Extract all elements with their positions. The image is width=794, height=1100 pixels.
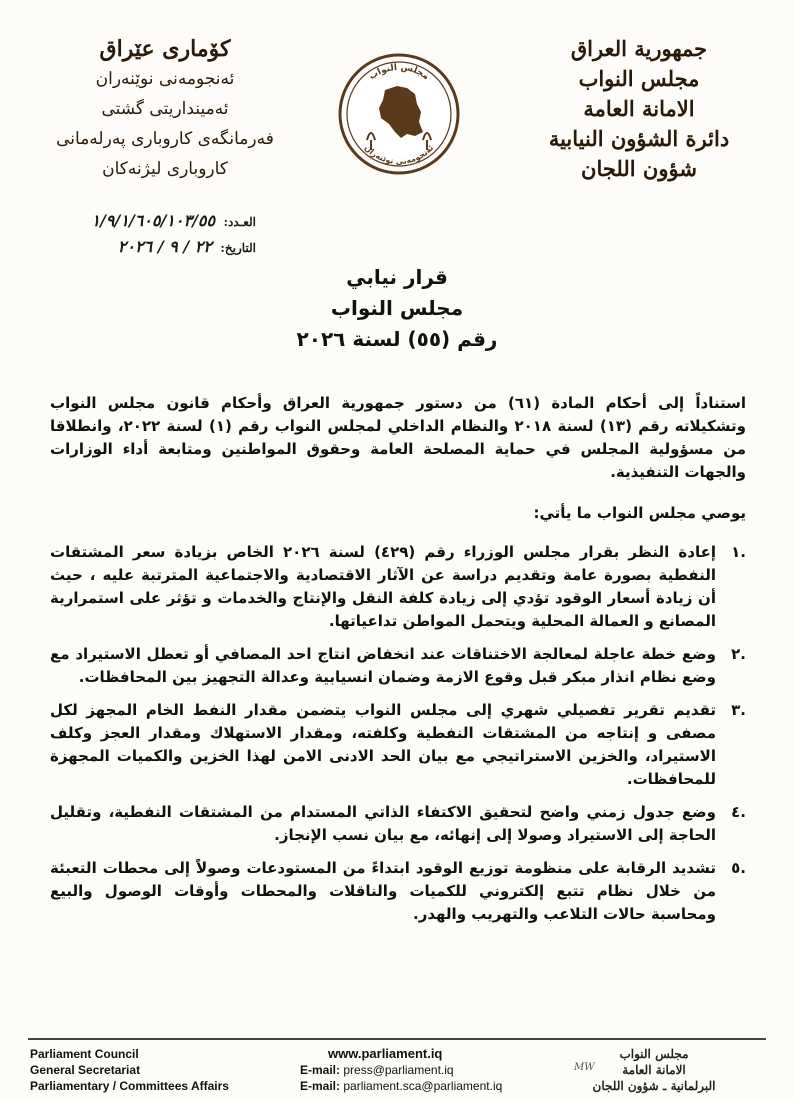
item-text: وضع جدول زمني واضح لتحقيق الاكتفاء الذاتي المستدام من المشتقات النفطية، وتقليل الحاجة إلى الاستيراد وصولا إلى إنهائه، مع بيان نسب الإنجاز. bbox=[50, 803, 716, 844]
item-text: تقديم تقرير تفصيلي شهري إلى مجلس النواب يتضمن مقدار النفط الخام المجهز لكل مصفى و إنتاجه من المشتقات النفطية وكلفته، ومقدار الاستهلاك ومقدار العجز وكلف الاستيراد، والخزين الاستراتيجي مع بيان الحد الادنى الامن لهذا الخزين والكميات المجهزة للمحافظات. bbox=[50, 701, 716, 788]
item-text: تشديد الرقابة على منظومة توزيع الوقود ابتداءً من المستودعات وصولاً إلى محطات التعبئة من خلال نظام تتبع إلكتروني للكميات والناقلات والمحطات وأوقات الوصول والبيع ومحاسبة حالات التلاعب والتهريب والهدر. bbox=[50, 859, 716, 923]
reference-date-label: التاريخ: bbox=[220, 241, 256, 255]
footer-line: مجلس النواب bbox=[619, 1047, 689, 1061]
letterhead-line: كۆماری عێراق bbox=[99, 36, 231, 62]
letterhead-line: ئەمینداریتی گشتی bbox=[101, 99, 229, 119]
email-row bbox=[300, 1078, 540, 1094]
list-item bbox=[50, 857, 746, 926]
list-item bbox=[50, 699, 746, 791]
item-text: وضع خطة عاجلة لمعالجة الاختناقات عند انخفاض انتاج احد المصافي أو تعطل الاستيراد مع وضع نظام انذار مبكر قبل وقوع الازمة وضمان انسيابية وعدالة التجهيز بين المحافظات. bbox=[50, 645, 716, 686]
document-title bbox=[0, 262, 794, 355]
reference-date bbox=[26, 234, 256, 260]
footer-line: General Secretariat bbox=[30, 1063, 141, 1077]
item-text: إعادة النظر بقرار مجلس الوزراء رقم (٤٢٩) لسنة ٢٠٢٦ الخاص بزيادة سعر المشتقات النفطية بصورة عامة وتقديم دراسة عن الآثار الاقتصادية والاجتماعية المترتبة عليه ، حيث أن زيادة أسعار الوقود تؤدي إلى زيادة كلفة النقل والإنتاج والخدمات و تؤثر على استمرارية المصانع و العمالة المحلية ويتحمل المواطن تداعياتها. bbox=[50, 543, 716, 630]
reference-number bbox=[26, 208, 256, 234]
footer-english bbox=[30, 1046, 290, 1094]
item-number: .٥ bbox=[731, 859, 746, 877]
email-label: E-mail: bbox=[300, 1063, 341, 1077]
reference-date-value: ٢٢ / ٩ / ٢٠٢٦ bbox=[117, 237, 212, 256]
svg-text:ئەنجومەنی نوێنەران: ئەنجومەنی نوێنەران bbox=[362, 143, 436, 167]
footer-contacts bbox=[300, 1046, 540, 1094]
item-number: .٣ bbox=[731, 701, 746, 719]
title-line: رقم (٥٥) لسنة ٢٠٢٦ bbox=[296, 327, 498, 351]
website-link[interactable]: www.parliament.iq bbox=[328, 1046, 443, 1061]
letterhead-line: جمهورية العراق bbox=[570, 36, 708, 61]
parliament-seal-logo bbox=[337, 52, 461, 176]
list-item bbox=[50, 801, 746, 847]
kurdish-letterhead bbox=[40, 34, 290, 184]
list-item bbox=[50, 643, 746, 689]
title-line: قرار نيابي bbox=[346, 265, 448, 289]
title-line: مجلس النواب bbox=[330, 296, 464, 320]
footer-line: Parliament Council bbox=[30, 1047, 139, 1061]
email-link[interactable]: press@parliament.iq bbox=[343, 1063, 454, 1077]
arabic-letterhead bbox=[524, 34, 754, 184]
letterhead-line: دائرة الشؤون النيابية bbox=[548, 126, 730, 151]
recommendation-heading: يوصي مجلس النواب ما يأتي: bbox=[533, 504, 746, 522]
footer-line: الامانة العامة bbox=[622, 1063, 686, 1077]
svg-text:مجلس النواب: مجلس النواب bbox=[367, 62, 431, 83]
intro-paragraph: استناداً إلى أحكام المادة (٦١) من دستور جمهورية العراق وأحكام قانون مجلس النواب وتشكيلاته رقم (١٣) لسنة ٢٠١٨ والنظام الداخلي لمجلس النواب رقم (١) لسنة ٢٠٢٢، وانطلاقا من مسؤولية المجلس في حماية المصلحة العامة وحقوق المواطنين ومتابعة أداء الوزارات والجهات التنفيذية. bbox=[50, 394, 746, 481]
letterhead-line: مجلس النواب bbox=[578, 66, 700, 91]
document-body bbox=[50, 392, 746, 936]
letterhead-line: کاروباری لیژنەکان bbox=[102, 159, 228, 179]
letterhead-line: الامانة العامة bbox=[583, 96, 695, 121]
item-number: .٢ bbox=[731, 645, 746, 663]
recommendations-list bbox=[50, 541, 746, 926]
reference-block bbox=[26, 208, 256, 260]
letterhead-line: شؤون اللجان bbox=[581, 156, 697, 181]
footer-arabic bbox=[554, 1046, 754, 1094]
letterhead-line: فەرمانگەی کاروباری پەرلەمانی bbox=[56, 129, 274, 149]
initials-signature: MW bbox=[574, 1062, 595, 1073]
item-number: .١ bbox=[731, 543, 746, 561]
letterhead-line: ئەنجومەنی نوێنەران bbox=[95, 69, 235, 89]
reference-number-label: العـدد: bbox=[223, 215, 256, 229]
reference-number-value: ١/٩/١/٦٠٥/١٠٣/٥٥ bbox=[91, 211, 216, 230]
email-label: E-mail: bbox=[300, 1079, 341, 1093]
email-link[interactable]: parliament.sca@parliament.iq bbox=[343, 1079, 503, 1093]
footer-line: البرلمانية ـ شؤون اللجان bbox=[592, 1079, 716, 1093]
email-row bbox=[300, 1062, 540, 1078]
list-item bbox=[50, 541, 746, 633]
footer-divider bbox=[28, 1038, 766, 1040]
item-number: .٤ bbox=[731, 803, 746, 821]
footer-line: Parliamentary / Committees Affairs bbox=[30, 1079, 229, 1093]
